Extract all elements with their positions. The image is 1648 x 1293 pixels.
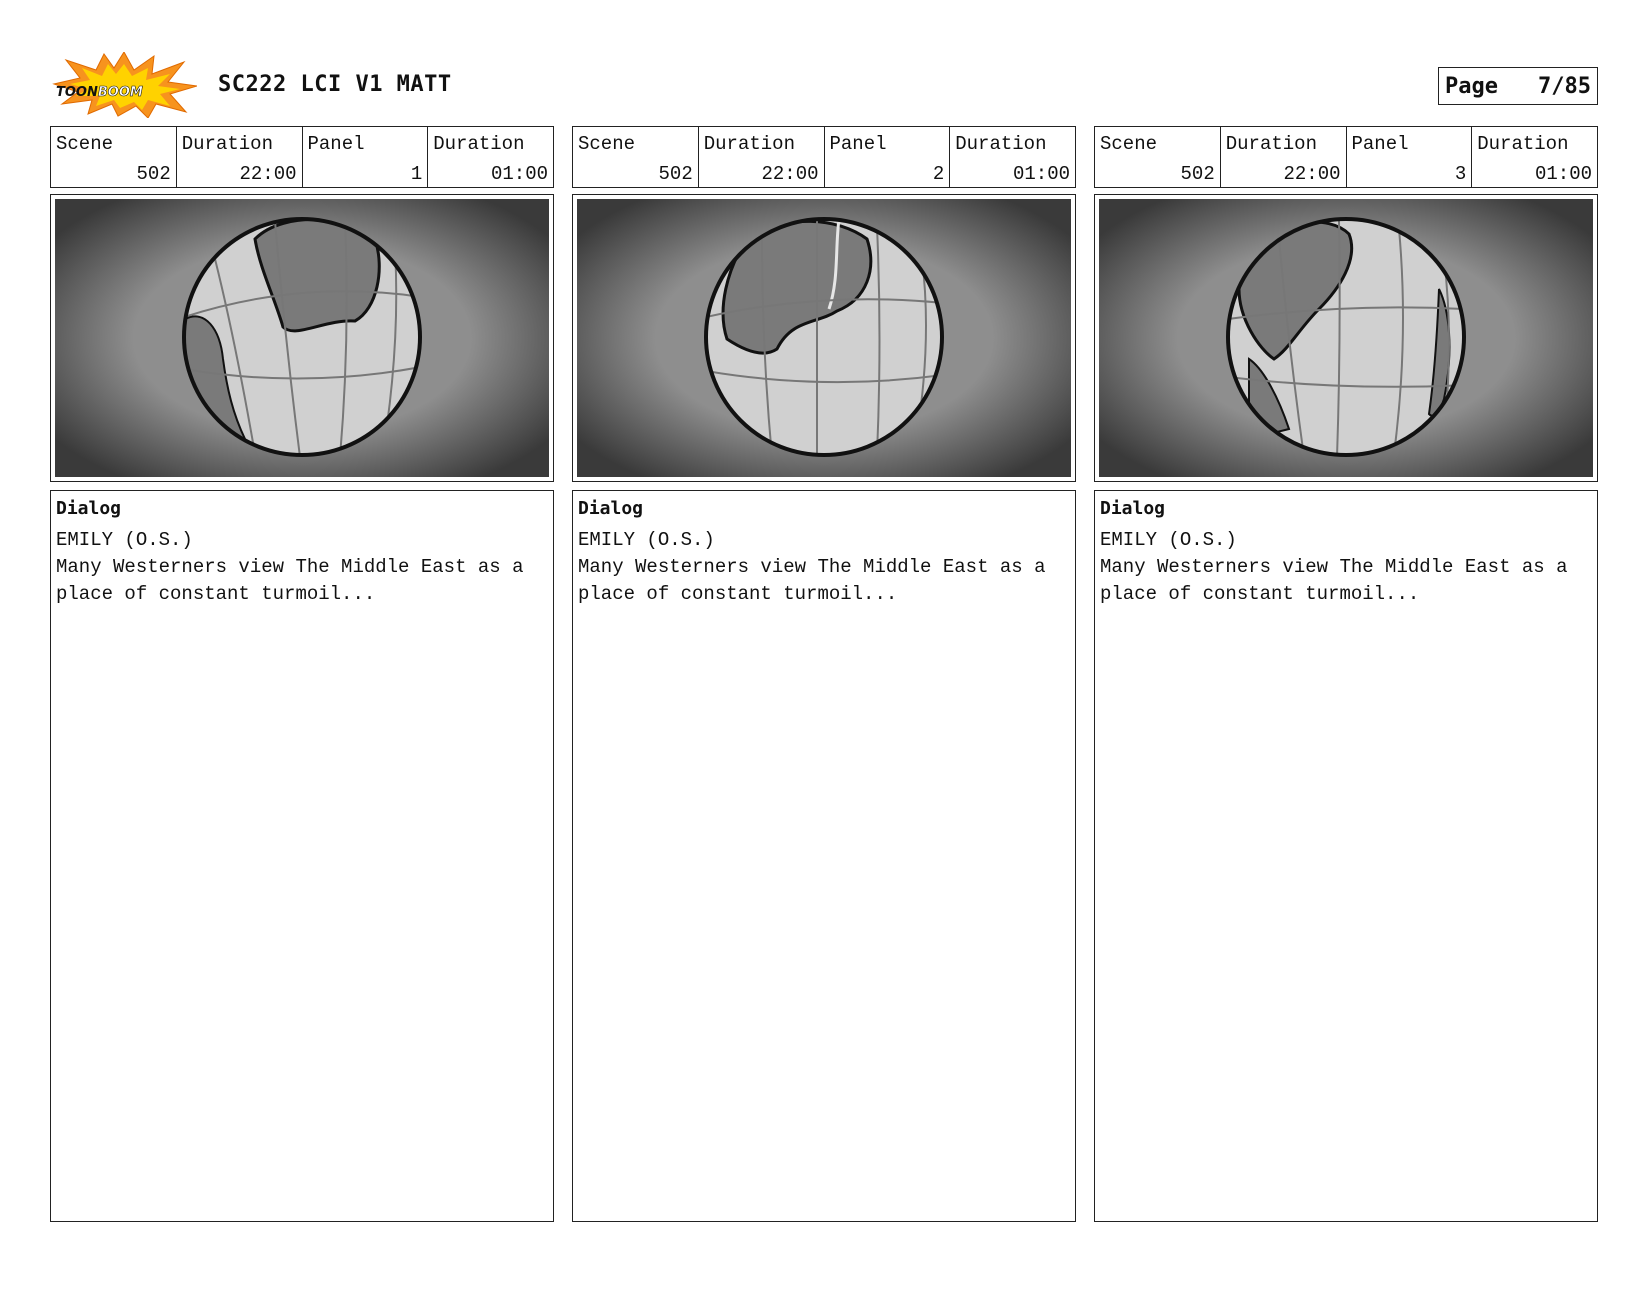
panel-cell bbox=[825, 127, 951, 187]
panel-image bbox=[1094, 194, 1598, 482]
panel-cell bbox=[303, 127, 429, 187]
scene-duration-label: Duration bbox=[181, 133, 273, 155]
panel-duration-cell bbox=[1472, 127, 1597, 187]
dialog-speaker: EMILY (O.S.) bbox=[1100, 529, 1237, 551]
panel-info-bar bbox=[1094, 126, 1598, 188]
scene-duration-cell bbox=[699, 127, 825, 187]
toon-boom-logo bbox=[52, 52, 197, 118]
dialog-speaker: EMILY (O.S.) bbox=[56, 529, 193, 551]
storyboard-panel-3 bbox=[1094, 126, 1598, 1222]
panel-cell bbox=[1347, 127, 1473, 187]
panel-image bbox=[50, 194, 554, 482]
panel-value: 1 bbox=[410, 163, 423, 185]
scene-duration-value: 22:00 bbox=[1283, 163, 1341, 185]
panel-label: Panel bbox=[1351, 133, 1409, 155]
scene-label: Scene bbox=[1100, 133, 1158, 155]
panel-value: 3 bbox=[1454, 163, 1467, 185]
scene-duration-label: Duration bbox=[703, 133, 795, 155]
dialog-box bbox=[572, 490, 1076, 1222]
logo-text: TOONBOOM bbox=[56, 85, 143, 100]
panel-label: Panel bbox=[829, 133, 887, 155]
scene-cell bbox=[573, 127, 699, 187]
dialog-box bbox=[1094, 490, 1598, 1222]
panel-duration-value: 01:00 bbox=[1012, 163, 1070, 185]
dialog-line: Many Westerners view The Middle East as a place of constant turmoil... bbox=[578, 556, 1057, 605]
dialog-speaker: EMILY (O.S.) bbox=[578, 529, 715, 551]
dialog-box bbox=[50, 490, 554, 1222]
storyboard-panel-2 bbox=[572, 126, 1076, 1222]
dialog-heading: Dialog bbox=[1100, 498, 1166, 519]
page-label: Page bbox=[1445, 73, 1498, 99]
scene-value: 502 bbox=[1180, 163, 1215, 185]
scene-label: Scene bbox=[578, 133, 636, 155]
panel-duration-label: Duration bbox=[955, 133, 1047, 155]
panel-duration-label: Duration bbox=[433, 133, 525, 155]
dialog-heading: Dialog bbox=[56, 498, 122, 519]
page-number: 7/85 bbox=[1538, 73, 1591, 99]
panel-duration-label: Duration bbox=[1477, 133, 1569, 155]
scene-cell bbox=[51, 127, 177, 187]
scene-value: 502 bbox=[658, 163, 693, 185]
scene-duration-value: 22:00 bbox=[761, 163, 819, 185]
scene-label: Scene bbox=[56, 133, 114, 155]
panel-image bbox=[572, 194, 1076, 482]
panel-duration-value: 01:00 bbox=[1534, 163, 1592, 185]
globe-drawing bbox=[55, 199, 549, 477]
globe-drawing bbox=[577, 199, 1071, 477]
dialog-line: Many Westerners view The Middle East as a place of constant turmoil... bbox=[1100, 556, 1579, 605]
dialog-line: Many Westerners view The Middle East as a place of constant turmoil... bbox=[56, 556, 535, 605]
scene-duration-cell bbox=[177, 127, 303, 187]
dialog-heading: Dialog bbox=[578, 498, 644, 519]
storyboard-panel-1 bbox=[50, 126, 554, 1222]
panel-value: 2 bbox=[932, 163, 945, 185]
document-title: SC222 LCI V1 MATT bbox=[218, 72, 452, 97]
page-indicator bbox=[1438, 67, 1598, 105]
panel-info-bar bbox=[50, 126, 554, 188]
panel-label: Panel bbox=[307, 133, 365, 155]
scene-duration-value: 22:00 bbox=[239, 163, 297, 185]
globe-drawing bbox=[1099, 199, 1593, 477]
panel-info-bar bbox=[572, 126, 1076, 188]
panel-duration-cell bbox=[428, 127, 553, 187]
panel-duration-value: 01:00 bbox=[490, 163, 548, 185]
scene-cell bbox=[1095, 127, 1221, 187]
scene-value: 502 bbox=[136, 163, 171, 185]
panel-duration-cell bbox=[950, 127, 1075, 187]
scene-duration-label: Duration bbox=[1225, 133, 1317, 155]
scene-duration-cell bbox=[1221, 127, 1347, 187]
